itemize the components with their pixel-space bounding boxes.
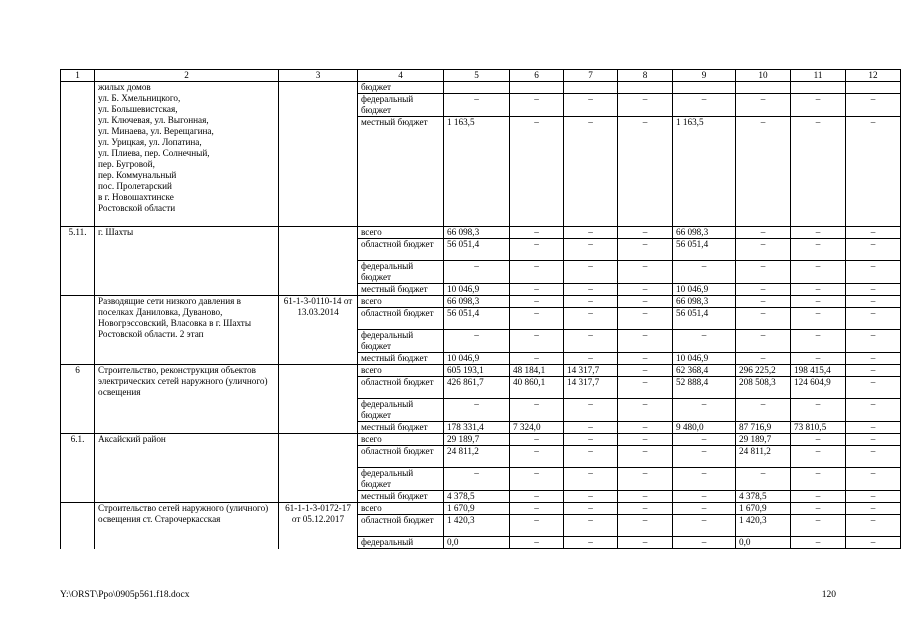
value-cell: –: [618, 446, 673, 468]
value-cell: –: [564, 284, 618, 296]
value-cell: –: [618, 365, 673, 377]
value-cell: 1 163,5: [444, 117, 510, 227]
row-document: [279, 82, 358, 227]
value-cell: –: [736, 308, 791, 330]
row-document: [279, 434, 358, 503]
value-cell: –: [846, 239, 901, 261]
row-name: Аксайский район: [95, 434, 279, 503]
value-cell: –: [510, 284, 564, 296]
value-cell: 56 051,4: [673, 239, 736, 261]
value-cell: –: [510, 434, 564, 446]
value-cell: 24 811,2: [444, 446, 510, 468]
value-cell: –: [736, 468, 791, 491]
value-cell: –: [618, 399, 673, 422]
funding-source: всего: [358, 503, 444, 515]
funding-source: местный бюджет: [358, 491, 444, 503]
value-cell: –: [791, 239, 846, 261]
value-cell: –: [846, 227, 901, 239]
value-cell: [618, 82, 673, 94]
value-cell: –: [673, 330, 736, 353]
funding-source: федеральный бюджет: [358, 330, 444, 353]
value-cell: –: [618, 434, 673, 446]
row-number: 6: [61, 365, 95, 434]
value-cell: –: [846, 365, 901, 377]
header-cell: 3: [279, 70, 358, 82]
value-cell: –: [673, 261, 736, 284]
header-cell: 2: [95, 70, 279, 82]
row-number: 5.11.: [61, 227, 95, 296]
value-cell: [510, 82, 564, 94]
value-cell: –: [791, 330, 846, 353]
funding-source: местный бюджет: [358, 117, 444, 227]
row-number: 6.1.: [61, 434, 95, 503]
value-cell: 73 810,5: [791, 422, 846, 434]
value-cell: –: [618, 491, 673, 503]
funding-source: всего: [358, 434, 444, 446]
value-cell: –: [791, 537, 846, 549]
value-cell: –: [618, 227, 673, 239]
value-cell: 66 098,3: [673, 296, 736, 308]
value-cell: –: [846, 330, 901, 353]
value-cell: 10 046,9: [444, 353, 510, 365]
value-cell: –: [846, 261, 901, 284]
value-cell: –: [618, 515, 673, 537]
value-cell: –: [618, 94, 673, 117]
value-cell: –: [791, 515, 846, 537]
value-cell: 1 670,9: [736, 503, 791, 515]
row-name: Строительство сетей наружного (уличного) освещения ст. Старочеркасская: [95, 503, 279, 549]
funding-source: федеральный бюджет: [358, 94, 444, 117]
row-name: жилых домов ул. Б. Хмельницкого, ул. Большевистская, ул. Ключевая, ул. Выгонная, ул. Минаева, ул. Верещагина, ул. Урицкая, ул. Лопатина, ул. Плиева, пер. Солнечный, пер. Бугровой, пер. Коммунальный пос. Пролетарский в г. Новошахтинске Ростовской области: [95, 82, 279, 227]
value-cell: [846, 82, 901, 94]
value-cell: –: [510, 117, 564, 227]
value-cell: –: [736, 330, 791, 353]
row-name: г. Шахты: [95, 227, 279, 296]
value-cell: –: [564, 515, 618, 537]
value-cell: –: [846, 399, 901, 422]
funding-source: федеральный бюджет: [358, 468, 444, 491]
value-cell: –: [673, 503, 736, 515]
value-cell: –: [846, 434, 901, 446]
value-cell: –: [444, 399, 510, 422]
value-cell: –: [564, 261, 618, 284]
value-cell: –: [564, 308, 618, 330]
value-cell: –: [564, 353, 618, 365]
value-cell: –: [510, 491, 564, 503]
value-cell: –: [736, 94, 791, 117]
value-cell: –: [736, 284, 791, 296]
value-cell: 56 051,4: [673, 308, 736, 330]
value-cell: –: [846, 515, 901, 537]
value-cell: –: [618, 422, 673, 434]
value-cell: –: [510, 261, 564, 284]
funding-source: местный бюджет: [358, 284, 444, 296]
value-cell: 7 324,0: [510, 422, 564, 434]
row-name: Строительство, реконструкция объектов электрических сетей наружного (уличного) освещения: [95, 365, 279, 434]
header-row: [61, 70, 901, 82]
value-cell: –: [510, 296, 564, 308]
value-cell: –: [791, 227, 846, 239]
funding-source: областной бюджет: [358, 446, 444, 468]
value-cell: –: [618, 239, 673, 261]
value-cell: [791, 82, 846, 94]
value-cell: –: [444, 330, 510, 353]
value-cell: –: [736, 296, 791, 308]
funding-source: федеральный: [358, 537, 444, 549]
value-cell: 124 604,9: [791, 377, 846, 399]
value-cell: 29 189,7: [736, 434, 791, 446]
page-number: 120: [821, 590, 836, 600]
value-cell: –: [510, 308, 564, 330]
value-cell: [673, 82, 736, 94]
header-cell: 7: [564, 70, 618, 82]
value-cell: 14 317,7: [564, 377, 618, 399]
value-cell: –: [564, 434, 618, 446]
funding-source: областной бюджет: [358, 377, 444, 399]
value-cell: –: [791, 117, 846, 227]
value-cell: 40 860,1: [510, 377, 564, 399]
value-cell: 0,0: [444, 537, 510, 549]
row-name: Разводящие сети низкого давления в поселках Даниловка, Дуваново, Новогрэссовский, Власовка в г. Шахты Ростовской области. 2 этап: [95, 296, 279, 365]
header-cell: 1: [61, 70, 95, 82]
value-cell: –: [510, 239, 564, 261]
value-cell: [736, 82, 791, 94]
value-cell: –: [564, 94, 618, 117]
value-cell: –: [510, 503, 564, 515]
value-cell: –: [846, 117, 901, 227]
value-cell: –: [791, 353, 846, 365]
value-cell: 178 331,4: [444, 422, 510, 434]
value-cell: –: [618, 353, 673, 365]
value-cell: 87 716,9: [736, 422, 791, 434]
value-cell: –: [564, 296, 618, 308]
value-cell: 1 420,3: [736, 515, 791, 537]
value-cell: –: [510, 515, 564, 537]
value-cell: –: [791, 446, 846, 468]
value-cell: –: [673, 468, 736, 491]
value-cell: –: [736, 399, 791, 422]
value-cell: –: [444, 94, 510, 117]
value-cell: –: [618, 308, 673, 330]
value-cell: –: [791, 261, 846, 284]
funding-source: местный бюджет: [358, 353, 444, 365]
value-cell: –: [846, 503, 901, 515]
funding-source: всего: [358, 296, 444, 308]
value-cell: –: [846, 446, 901, 468]
value-cell: 1 163,5: [673, 117, 736, 227]
value-cell: 198 415,4: [791, 365, 846, 377]
budget-table: [60, 69, 901, 549]
value-cell: 14 317,7: [564, 365, 618, 377]
value-cell: –: [846, 308, 901, 330]
table-row: [61, 296, 901, 308]
value-cell: –: [618, 377, 673, 399]
header-cell: 6: [510, 70, 564, 82]
funding-source: федеральный бюджет: [358, 261, 444, 284]
file-path: Y:\ORST\Ppo\0905p561.f18.docx: [60, 590, 190, 600]
value-cell: 66 098,3: [673, 227, 736, 239]
row-number: [61, 503, 95, 549]
funding-source: бюджет: [358, 82, 444, 94]
value-cell: 66 098,3: [444, 296, 510, 308]
value-cell: –: [510, 353, 564, 365]
value-cell: –: [846, 377, 901, 399]
value-cell: –: [846, 422, 901, 434]
value-cell: –: [791, 94, 846, 117]
value-cell: 52 888,4: [673, 377, 736, 399]
value-cell: –: [673, 491, 736, 503]
value-cell: 29 189,7: [444, 434, 510, 446]
value-cell: –: [673, 94, 736, 117]
value-cell: –: [444, 261, 510, 284]
header-cell: 12: [846, 70, 901, 82]
value-cell: –: [791, 468, 846, 491]
value-cell: –: [791, 284, 846, 296]
value-cell: –: [510, 468, 564, 491]
funding-source: всего: [358, 227, 444, 239]
value-cell: –: [846, 284, 901, 296]
value-cell: –: [673, 399, 736, 422]
value-cell: –: [846, 353, 901, 365]
value-cell: –: [618, 284, 673, 296]
value-cell: –: [618, 261, 673, 284]
funding-source: областной бюджет: [358, 515, 444, 537]
value-cell: –: [444, 468, 510, 491]
value-cell: 4 378,5: [736, 491, 791, 503]
value-cell: –: [564, 227, 618, 239]
value-cell: –: [564, 399, 618, 422]
header-cell: 4: [358, 70, 444, 82]
value-cell: 208 508,3: [736, 377, 791, 399]
value-cell: 56 051,4: [444, 239, 510, 261]
value-cell: –: [618, 296, 673, 308]
value-cell: –: [736, 117, 791, 227]
value-cell: –: [618, 503, 673, 515]
value-cell: 24 811,2: [736, 446, 791, 468]
value-cell: –: [564, 537, 618, 549]
table-row: [61, 434, 901, 446]
value-cell: 56 051,4: [444, 308, 510, 330]
row-number: [61, 296, 95, 365]
row-document: 61-1-1-3-0172-17 от 05.12.2017: [279, 503, 358, 549]
funding-source: местный бюджет: [358, 422, 444, 434]
header-cell: 8: [618, 70, 673, 82]
value-cell: –: [791, 503, 846, 515]
value-cell: 10 046,9: [444, 284, 510, 296]
value-cell: –: [736, 227, 791, 239]
funding-source: федеральный бюджет: [358, 399, 444, 422]
value-cell: –: [673, 515, 736, 537]
value-cell: –: [791, 296, 846, 308]
value-cell: 296 225,2: [736, 365, 791, 377]
value-cell: –: [510, 227, 564, 239]
value-cell: –: [791, 308, 846, 330]
value-cell: –: [846, 468, 901, 491]
row-document: [279, 227, 358, 296]
table-body: [61, 70, 901, 549]
funding-source: всего: [358, 365, 444, 377]
value-cell: 10 046,9: [673, 353, 736, 365]
value-cell: –: [618, 117, 673, 227]
value-cell: –: [673, 446, 736, 468]
value-cell: –: [510, 537, 564, 549]
value-cell: –: [736, 261, 791, 284]
value-cell: –: [564, 503, 618, 515]
value-cell: [444, 82, 510, 94]
value-cell: 48 184,1: [510, 365, 564, 377]
value-cell: 605 193,1: [444, 365, 510, 377]
value-cell: –: [791, 491, 846, 503]
value-cell: –: [618, 330, 673, 353]
value-cell: –: [673, 434, 736, 446]
header-cell: 10: [736, 70, 791, 82]
value-cell: 10 046,9: [673, 284, 736, 296]
value-cell: 0,0: [736, 537, 791, 549]
value-cell: –: [564, 446, 618, 468]
value-cell: [564, 82, 618, 94]
value-cell: 1 420,3: [444, 515, 510, 537]
table-row: [61, 227, 901, 239]
value-cell: –: [846, 537, 901, 549]
value-cell: –: [846, 491, 901, 503]
table-row: [61, 82, 901, 94]
header-cell: 11: [791, 70, 846, 82]
value-cell: –: [510, 94, 564, 117]
table-row: [61, 365, 901, 377]
value-cell: –: [673, 537, 736, 549]
value-cell: –: [846, 94, 901, 117]
value-cell: 4 378,5: [444, 491, 510, 503]
row-document: [279, 365, 358, 434]
row-number: [61, 82, 95, 227]
value-cell: –: [736, 353, 791, 365]
value-cell: 66 098,3: [444, 227, 510, 239]
header-cell: 5: [444, 70, 510, 82]
value-cell: 1 670,9: [444, 503, 510, 515]
header-cell: 9: [673, 70, 736, 82]
value-cell: –: [736, 239, 791, 261]
value-cell: 62 368,4: [673, 365, 736, 377]
value-cell: –: [791, 399, 846, 422]
value-cell: –: [510, 399, 564, 422]
value-cell: –: [510, 446, 564, 468]
value-cell: –: [564, 422, 618, 434]
value-cell: –: [564, 468, 618, 491]
value-cell: –: [564, 491, 618, 503]
value-cell: –: [564, 239, 618, 261]
value-cell: 9 480,0: [673, 422, 736, 434]
value-cell: 426 861,7: [444, 377, 510, 399]
value-cell: –: [564, 117, 618, 227]
table-row: [61, 503, 901, 515]
value-cell: –: [618, 537, 673, 549]
row-document: 61-1-3-0110-14 от 13.03.2014: [279, 296, 358, 365]
value-cell: –: [564, 330, 618, 353]
value-cell: –: [618, 468, 673, 491]
value-cell: –: [846, 296, 901, 308]
value-cell: –: [510, 330, 564, 353]
value-cell: –: [791, 434, 846, 446]
funding-source: областной бюджет: [358, 308, 444, 330]
funding-source: областной бюджет: [358, 239, 444, 261]
